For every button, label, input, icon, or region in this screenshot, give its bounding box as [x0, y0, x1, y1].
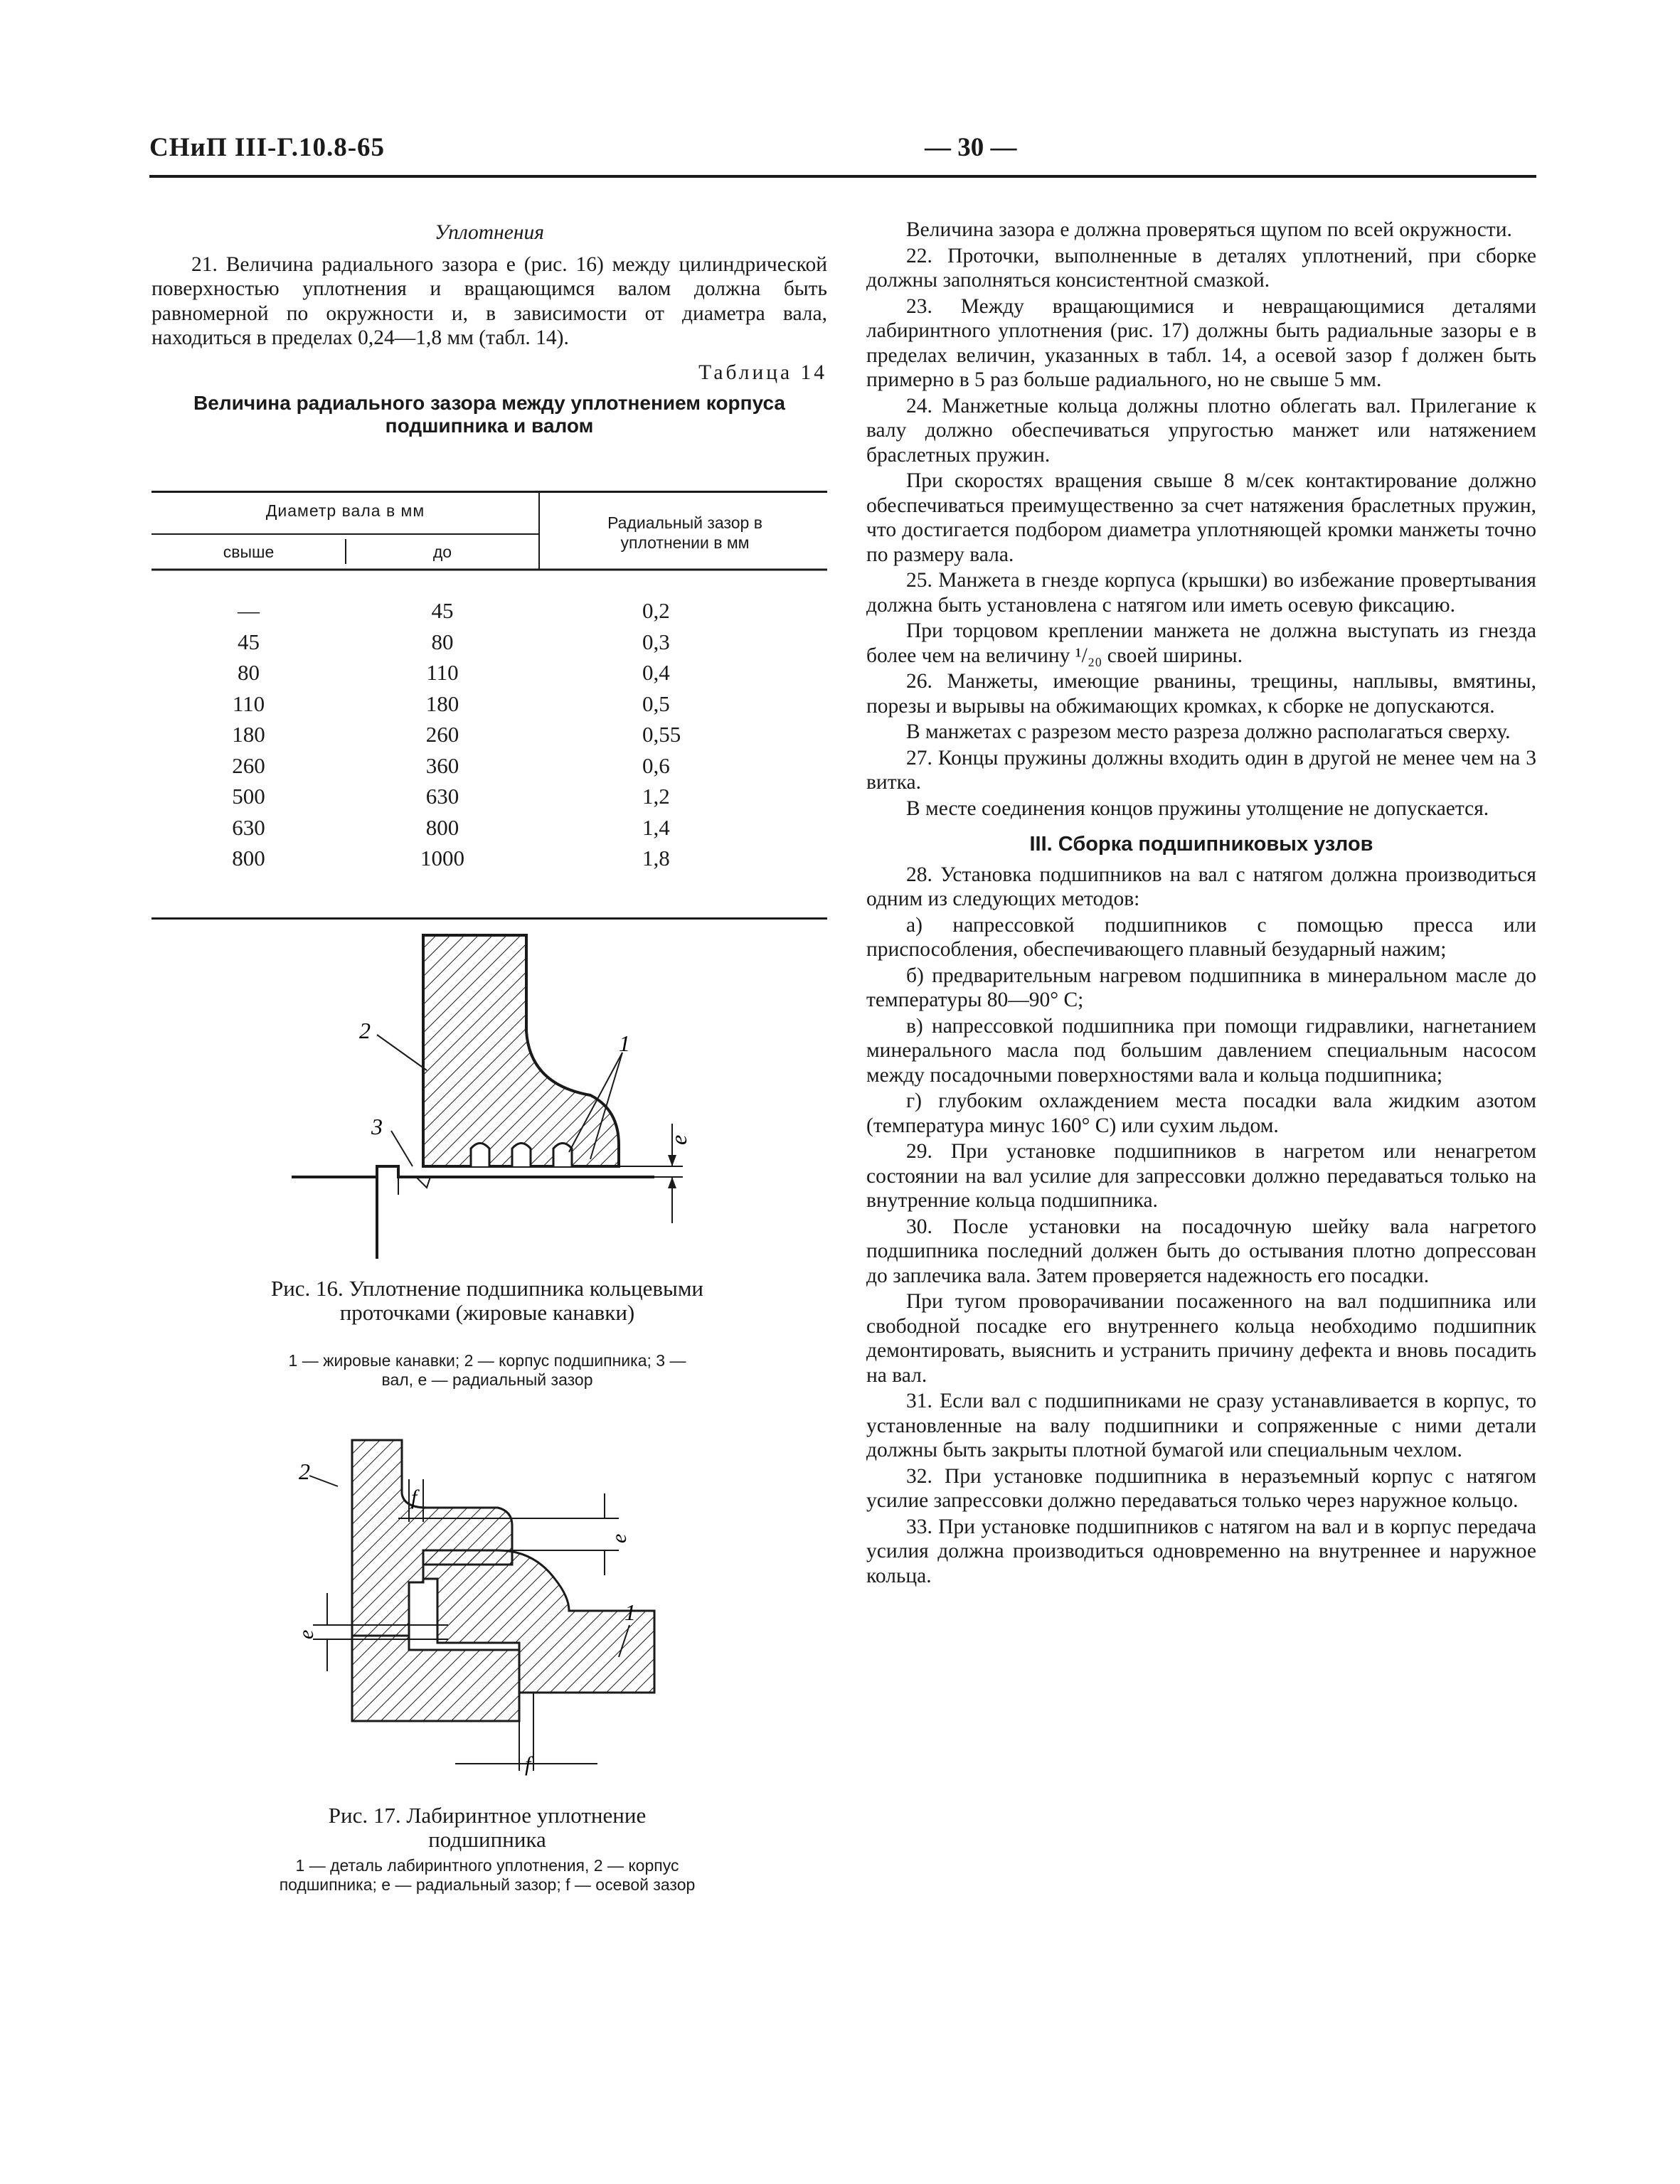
housing-section: [423, 935, 619, 1166]
figure-16: [285, 932, 711, 1266]
table-row: [151, 753, 827, 784]
table-cell: 1,4: [642, 814, 670, 840]
table-cell: 800: [232, 846, 265, 870]
table-row: [151, 691, 827, 723]
table-row: [151, 629, 827, 661]
fig17-label-f-bottom: f: [525, 1752, 531, 1776]
figure-16-caption: Рис. 16. Уплотнение подшипника кольцевыми проточками (жировые канавки): [270, 1276, 704, 1325]
paragraph-22: 22. Проточки, выполненные в деталях уплотнений, при сборке должны заполняться консистентной смазкой.: [866, 244, 1536, 292]
paragraph-28d: г) глубоким охлаждением места посадки вала жидким азотом (температура минус 160° С) или сухим льдом.: [866, 1090, 1536, 1137]
table-cell: 45: [431, 598, 454, 623]
grease-groove: [512, 1144, 531, 1167]
table-cell: 1,2: [642, 784, 670, 809]
table-cell: 0,55: [642, 722, 681, 747]
table-cell: 0,6: [642, 752, 670, 778]
table-cell: 630: [425, 784, 459, 809]
table-cell: 260: [425, 722, 459, 747]
grease-groove: [553, 1144, 572, 1167]
paragraph-28c: в) напрессовкой подшипника при помощи гидравлики, нагнетанием минерального масла под большим давлением специальным насосом между посадочными поверхностями вала и кольца подшипника;: [866, 1014, 1536, 1087]
paragraph-gap-check: Величина зазора e должна проверяться щупом по всей окружности.: [906, 218, 1512, 241]
paragraph-23: 23. Между вращающимися и невращающимися деталями лабиринтного уплотнения (рис. 17) должны быть радиальные зазоры e в пределах величин, указанных в табл. 14, а осевой зазор f должен быть примерно в 5 раз больше радиального, но не свыше 5 мм.: [866, 294, 1536, 391]
table-cell: 260: [232, 752, 265, 778]
table-cell: 360: [425, 752, 459, 778]
paragraph-25: 25. Манжета в гнезде корпуса (крышки) во избежание провертывания должна быть установлена с натягом или иметь осевую фиксацию.: [866, 569, 1536, 617]
paragraph-31: 31. Если вал с подшипниками не сразу устанавливается в корпус, то установленные на валу подшипники и сопряженные с ними детали должны быть закрыты плотной бумагой или специальным чехлом.: [866, 1390, 1536, 1461]
table-header-diameter: Диаметр вала в мм: [265, 501, 425, 520]
header-rule: [149, 175, 1536, 178]
table-cell: 80: [431, 629, 454, 654]
figure-17-caption: Рис. 17. Лабиринтное уплотнение подшипника: [328, 1803, 647, 1852]
figure-16-legend: 1 — жировые канавки; 2 — корпус подшипника; 3 — вал, e — радиальный зазор: [288, 1351, 686, 1389]
table-cell: 800: [425, 814, 459, 840]
table-cell: 0,3: [642, 629, 670, 654]
table-cell: 110: [232, 691, 265, 716]
paragraph-32: 32. При установке подшипника в неразъемный корпус с натягом усилие запрессовки должно передаваться только через наружное кольцо.: [866, 1464, 1536, 1512]
grease-groove: [471, 1144, 489, 1167]
shaft-outline: [292, 1166, 654, 1177]
paragraph-21: 21. Величина радиального зазора e (рис. 16) между цилиндрической поверхностью уплотнения и вращающимся валом должна быть равномерной по окружности и, в зависимости от диаметра вала, находиться в пределах 0,24—1,8 мм (табл. 14).: [151, 252, 827, 349]
table-header-to: до: [432, 543, 452, 561]
paragraph-25b: При торцовом креплении манжета не должна выступать из гнезда более чем на величину ¹/₂₀ своей ширины.: [866, 619, 1536, 667]
fig17-label-e-top: e: [607, 1533, 631, 1543]
table-row: [151, 722, 827, 753]
table-cell: 630: [232, 814, 265, 840]
fig16-label-2: 2: [359, 1018, 371, 1043]
paragraph-28b: б) предварительным нагревом подшипника в минеральном масле до температуры 80—90° С;: [866, 964, 1536, 1011]
table-cell: 45: [238, 629, 260, 654]
fig16-label-e: e: [666, 1134, 691, 1145]
paragraph-33: 33. При установке подшипников с натягом на вал и в корпус передача усилия должна производиться одновременно на внутреннее и наружное кольца.: [866, 1515, 1536, 1587]
clearance-table: [151, 491, 827, 920]
paragraph-27b: В месте соединения концов пружины утолщение не допускается.: [906, 797, 1489, 820]
table-cell: 1,8: [642, 846, 670, 870]
table-cell: 500: [232, 784, 265, 809]
paragraph-29: 29. При установке подшипников в нагретом или ненагретом состоянии на вал усилие для запрессовки должно передаваться только на внутренние кольца подшипника.: [866, 1140, 1536, 1212]
section-title-seals: Уплотнения: [435, 221, 544, 244]
table-cell: 180: [425, 691, 459, 716]
fig17-label-f-top: f: [411, 1486, 418, 1509]
table-label: Таблица 14: [698, 361, 827, 384]
paragraph-24b: При скоростях вращения свыше 8 м/сек контактирование должно обеспечиваться преимущественно за счет натяжения браслетных пружин, что достигается подбором диаметра уплотняющей кромки манжеты точно по размеру вала.: [866, 469, 1536, 566]
table-cell: 0,5: [642, 691, 670, 716]
fig17-label-e-left: e: [294, 1629, 318, 1639]
paragraph-28a: а) напрессовкой подшипников с помощью пресса или приспособления, обеспечивающего плавный безударный нажим;: [866, 913, 1536, 961]
paragraph-26: 26. Манжеты, имеющие рванины, трещины, наплывы, вмятины, порезы и вырывы на обжимающих кромках, к сборке не допускаются.: [866, 670, 1536, 718]
table-cell: 1000: [420, 846, 464, 870]
paragraph-26b: В манжетах с разрезом место разреза должно располагаться сверху.: [906, 720, 1511, 743]
fig17-label-1: 1: [624, 1599, 636, 1625]
table-cell: 80: [238, 660, 260, 685]
table-cell: 0,4: [642, 660, 670, 685]
page-number: — 30 —: [925, 133, 1017, 162]
paragraph-27: 27. Концы пружины должны входить один в другой не менее чем на 3 витка.: [866, 746, 1536, 794]
table-row: [151, 846, 827, 877]
paragraph-24: 24. Манжетные кольца должны плотно облегать вал. Прилегание к валу должно обеспечиваться упругостью манжет или натяжением браслетных пружин.: [866, 394, 1536, 467]
table-cell: —: [238, 598, 260, 623]
table-row: [151, 815, 827, 846]
document-id: СНиП III-Г.10.8-65: [149, 133, 386, 162]
table-cell: 180: [232, 722, 265, 747]
paragraph-30b: При тугом проворачивании посаженного на вал подшипника или свободной посадке его внутреннего кольца необходимо подшипник демонтировать, выяснить и устранить причину дефекта и вновь посадить на вал.: [866, 1290, 1536, 1387]
paragraph-28: 28. Установка подшипников на вал с натягом должна производиться одним из следующих методов:: [866, 863, 1536, 910]
fig17-label-2: 2: [299, 1459, 310, 1484]
table-title: Величина радиального зазора между уплотнением корпуса подшипника и валом: [193, 392, 785, 437]
table-cell: 0,2: [642, 598, 670, 623]
table-header-from: свыше: [223, 543, 275, 561]
table-header-gap: Радиальный зазор в уплотнении в мм: [607, 513, 762, 552]
table-row: [151, 660, 827, 691]
table-row: [151, 598, 827, 629]
figure-17: [285, 1437, 683, 1792]
shaft-section: [352, 1636, 519, 1721]
table-cell: 110: [426, 660, 459, 685]
fig16-label-3: 3: [371, 1114, 383, 1139]
figure-17-legend: 1 — деталь лабиринтного уплотнения, 2 — корпус подшипника; e — радиальный зазор; f — осевой зазор: [279, 1856, 696, 1894]
section-title-assembly: III. Сборка подшипниковых узлов: [1029, 833, 1373, 856]
right-column: [866, 218, 1536, 1588]
left-column: [151, 218, 827, 444]
paragraph-30: 30. После установки на посадочную шейку вала нагретого подшипника последний должен быть до остывания плотно допрессован до заплечика вала. Затем проверяется надежность его посадки.: [866, 1215, 1536, 1287]
table-row: [151, 784, 827, 815]
fig16-label-1: 1: [619, 1030, 630, 1056]
